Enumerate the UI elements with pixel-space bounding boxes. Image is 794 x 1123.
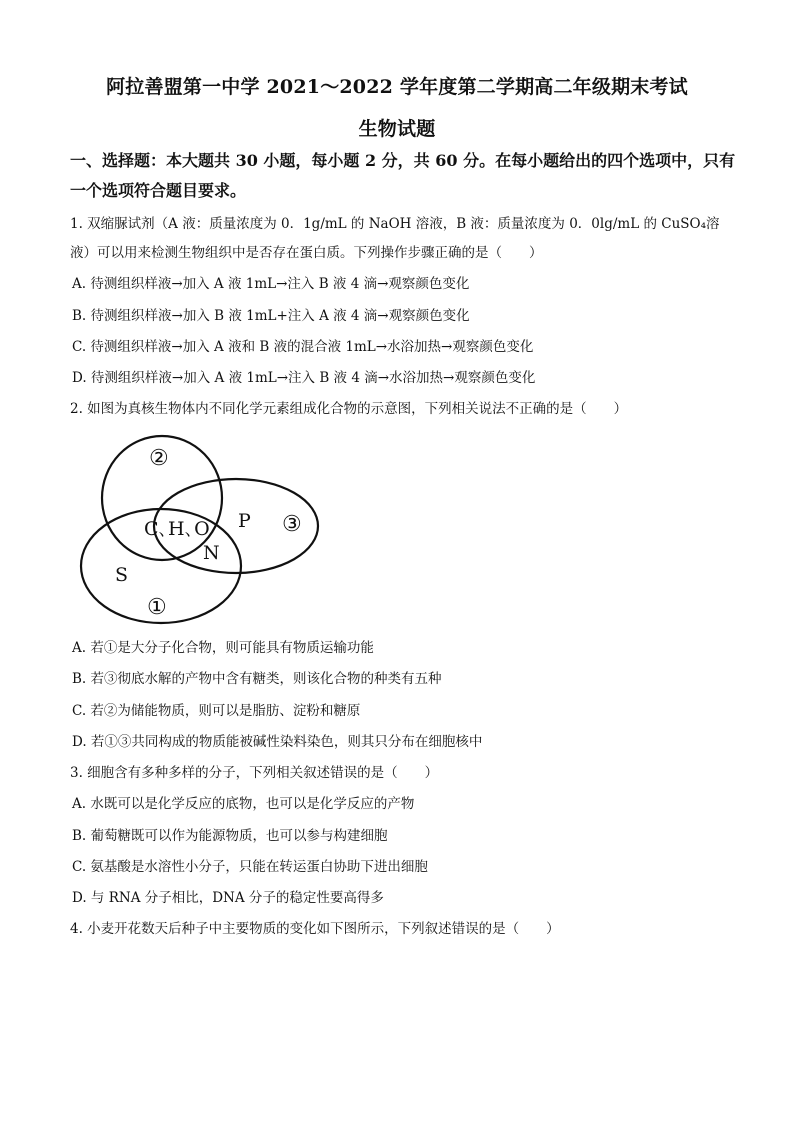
q1-option-d: D. 待测组织样液→加入 A 液 1mL→注入 B 液 4 滴→水浴加热→观察颜色变化	[72, 370, 536, 386]
section-instructions-line-1: 一、选择题：本大题共 30 小题，每小题 2 分，共 60 分。在每小题给出的四个选项中，只有	[70, 151, 736, 170]
q2-option-a: A. 若①是大分子化合物，则可能具有物质运输功能	[72, 640, 374, 656]
q1-stem-line-1: 1. 双缩脲试剂（A 液：质量浓度为 0．1g/mL 的 NaOH 溶液，B 液：质量浓度为 0．0lg/mL 的 CuSO₄溶	[70, 216, 720, 232]
q3-option-a: A. 水既可以是化学反应的底物，也可以是化学反应的产物	[72, 796, 415, 812]
q2-option-d: D. 若①③共同构成的物质能被碱性染料染色，则其只分布在细胞核中	[72, 734, 483, 750]
q1-option-b: B. 待测组织样液→加入 B 液 1mL+注入 A 液 4 滴→观察颜色变化	[72, 308, 470, 324]
venn-center-elements: C､H､O	[144, 518, 210, 540]
q4-stem: 4. 小麦开花数天后种子中主要物质的变化如下图所示，下列叙述错误的是（ ）	[70, 921, 560, 937]
q1-option-a: A. 待测组织样液→加入 A 液 1mL→注入 B 液 4 滴→观察颜色变化	[72, 276, 470, 292]
venn-element-p: P	[238, 510, 251, 532]
section-instructions-line-2: 一个选项符合题目要求。	[70, 181, 247, 200]
q1-stem-line-2: 液）可以用来检测生物组织中是否存在蛋白质。下列操作步骤正确的是（ ）	[70, 245, 543, 261]
q3-stem: 3. 细胞含有多种多样的分子，下列相关叙述错误的是（ ）	[70, 765, 439, 781]
q1-option-c: C. 待测组织样液→加入 A 液和 B 液的混合液 1mL→水浴加热→观察颜色变化	[72, 339, 534, 355]
exam-subtitle: 生物试题	[358, 118, 436, 140]
venn-element-n: N	[203, 542, 220, 564]
q3-option-c: C. 氨基酸是水溶性小分子，只能在转运蛋白协助下进出细胞	[72, 859, 428, 875]
q2-option-c: C. 若②为储能物质，则可以是脂肪、淀粉和糖原	[72, 703, 361, 719]
venn-label-1: ①	[147, 595, 167, 620]
venn-element-s: S	[115, 564, 129, 586]
q2-stem: 2. 如图为真核生物体内不同化学元素组成化合物的示意图，下列相关说法不正确的是（ ）	[70, 401, 628, 417]
q2-option-b: B. 若③彻底水解的产物中含有糖类，则该化合物的种类有五种	[72, 671, 442, 687]
venn-label-3: ③	[282, 512, 302, 537]
q3-option-b: B. 葡萄糖既可以作为能源物质，也可以参与构建细胞	[72, 828, 388, 844]
exam-title: 阿拉善盟第一中学 2021～2022 学年度第二学期高二年级期末考试	[106, 76, 688, 98]
venn-diagram	[70, 428, 330, 628]
venn-label-2: ②	[149, 446, 169, 471]
q3-option-d: D. 与 RNA 分子相比，DNA 分子的稳定性要高得多	[72, 890, 384, 906]
